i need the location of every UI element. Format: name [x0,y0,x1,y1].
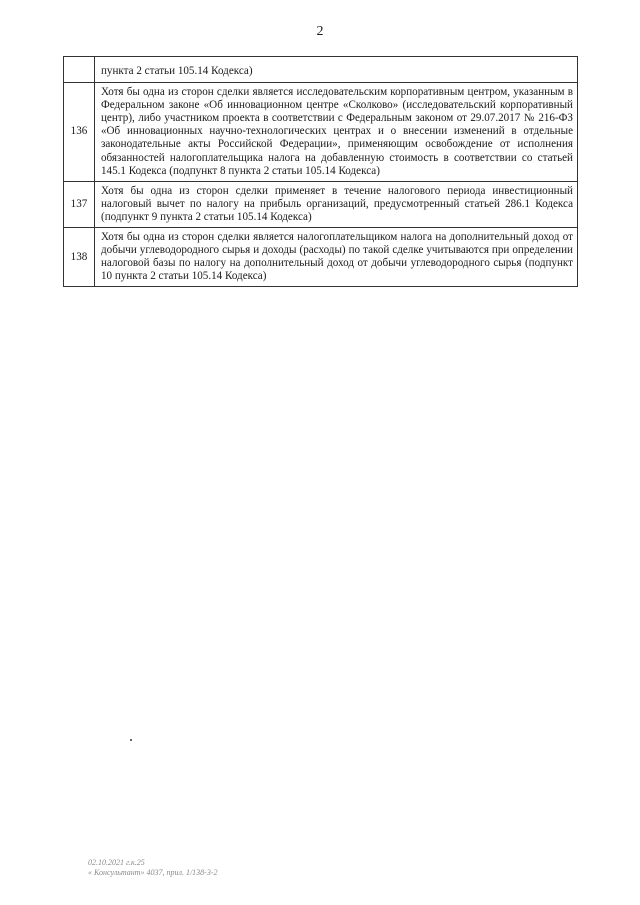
row-number [64,57,95,83]
row-number: 136 [64,83,95,182]
table-row [64,228,578,287]
row-number: 137 [64,181,95,227]
footer-line: « Консультант» 4037, прил. 1/138-3-2 [88,868,218,877]
table-row [64,181,578,227]
criteria-table [63,56,578,287]
row-text: пункта 2 статьи 105.14 Кодекса) [95,57,578,83]
footer-line: 02.10.2021 г.к.25 [88,858,145,867]
row-text: Хотя бы одна из сторон сделки является исследовательским корпоративным центром, указанным в Федеральном законе «Об инновационном центре «Сколково» (исследовательский корпоративный центр), либо участником проекта в соответствии с Федеральным законом от 29.07.2017 № 216-ФЗ «Об инновационных научно-технологических центрах и о внесении изменений в отдельные законодательные акты Российской Федерации», применяющим освобождение от исполнения обязанностей налогоплательщика налога на добавленную стоимость в соответствии со статьей 145.1 Кодекса (подпункт 8 пункта 2 статьи 105.14 Кодекса) [95,83,578,182]
row-text: Хотя бы одна из сторон сделки является налогоплательщиком налога на дополнительный доход от добычи углеводородного сырья и доходы (расходы) по такой сделке учитываются при определении налоговой базы по налогу на дополнительный доход от добычи углеводородного сырья (подпункт 10 пункта 2 статьи 105.14 Кодекса) [95,228,578,287]
row-text: Хотя бы одна из сторон сделки применяет в течение налогового периода инвестиционный налоговый вычет по налогу на прибыль организаций, предусмотренный статьей 286.1 Кодекса (подпункт 9 пункта 2 статьи 105.14 Кодекса) [95,181,578,227]
page-number: 2 [316,24,324,39]
footer-stamp [88,858,218,878]
stray-dot [130,739,132,741]
table-row [64,57,578,83]
row-number: 138 [64,228,95,287]
table-row [64,83,578,182]
